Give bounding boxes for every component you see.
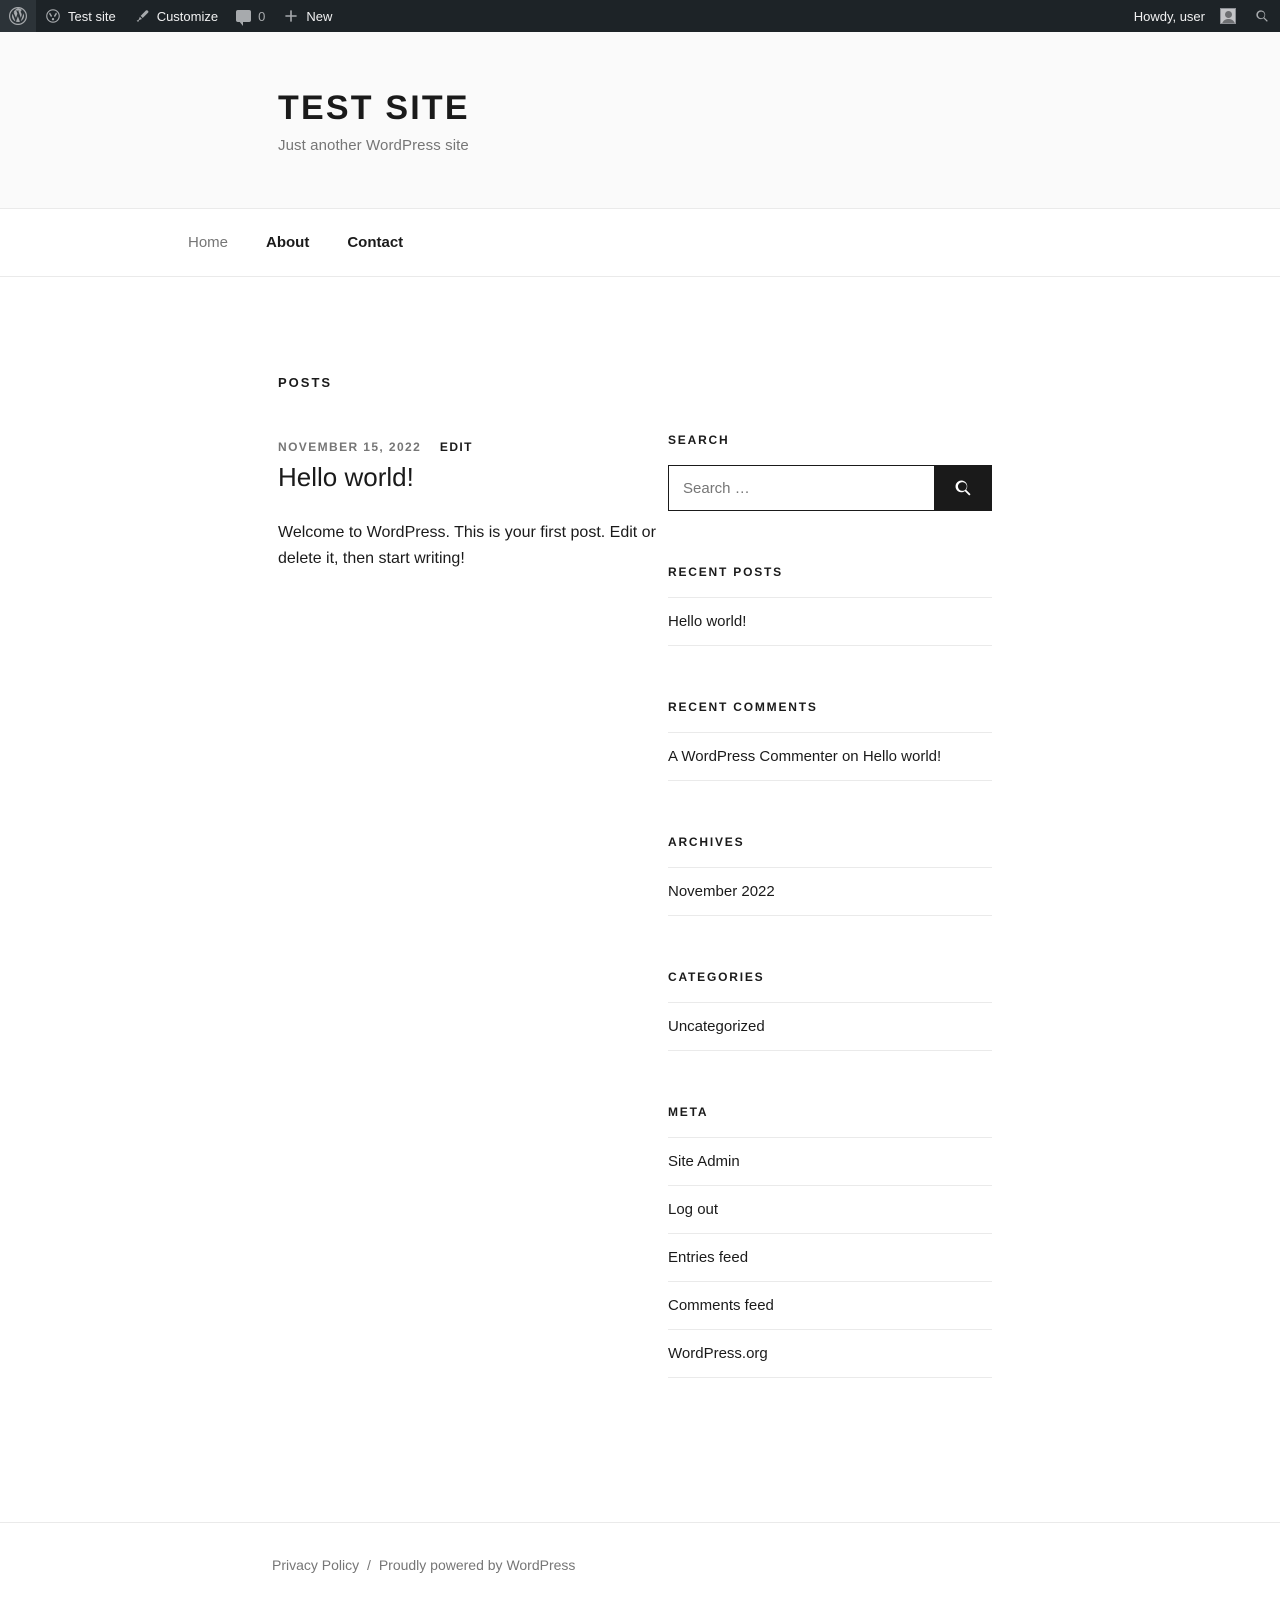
post-edit-link[interactable]: EDIT [439, 440, 473, 455]
admin-bar-comments[interactable] [227, 0, 274, 32]
archives-list [668, 867, 992, 916]
post-title-link[interactable]: Hello world! [278, 462, 414, 493]
widget-archives [668, 835, 992, 916]
list-item[interactable] [668, 1234, 992, 1282]
primary-navigation [0, 209, 1280, 277]
admin-bar-new-content[interactable] [274, 0, 341, 32]
widget-recent-comments-title: RECENT COMMENTS [668, 700, 818, 715]
meta-list [668, 1137, 992, 1378]
privacy-policy-link[interactable]: Privacy Policy [272, 1557, 360, 1574]
post-edit-link-wrap [440, 440, 473, 454]
list-item[interactable] [668, 733, 992, 781]
nav-link-about[interactable]: About [266, 233, 310, 251]
comment-author: A WordPress Commenter [668, 748, 838, 766]
main-content [90, 375, 668, 1432]
search-form [668, 465, 992, 511]
meta-link-entries-feed[interactable]: Entries feed [668, 1249, 749, 1267]
paintbrush-icon [134, 8, 150, 24]
widget-recent-posts [668, 565, 992, 646]
widget-categories [668, 970, 992, 1051]
meta-link-log-out[interactable]: Log out [668, 1201, 719, 1219]
admin-bar-new-label: New [306, 8, 333, 24]
dashboard-icon [45, 8, 61, 24]
admin-bar-comments-count: 0 [258, 8, 266, 24]
admin-bar-right-group [1125, 0, 1280, 32]
widget-recent-comments [668, 700, 992, 781]
recent-comments-list [668, 732, 992, 781]
nav-item-contact[interactable] [347, 234, 403, 252]
search-input[interactable] [668, 465, 934, 511]
admin-bar-site-name-label: Test site [68, 8, 116, 24]
posts-section-heading: POSTS [278, 375, 333, 391]
comment-on-word: on [841, 748, 859, 766]
powered-by-wordpress-link[interactable]: Proudly powered by WordPress [378, 1557, 576, 1574]
widget-recent-posts-title: RECENT POSTS [668, 565, 783, 580]
comment-post-link[interactable]: Hello world! [862, 748, 942, 766]
nav-link-contact[interactable]: Contact [347, 233, 404, 251]
search-icon [1254, 8, 1271, 25]
list-item[interactable] [668, 1330, 992, 1378]
widget-meta [668, 1105, 992, 1378]
widget-search [668, 433, 992, 511]
list-item[interactable] [668, 1282, 992, 1330]
footer-separator: / [367, 1557, 371, 1574]
nav-link-home[interactable]: Home [188, 233, 229, 251]
user-avatar [1220, 8, 1236, 24]
site-header [0, 32, 1280, 209]
admin-bar-customize[interactable] [125, 0, 227, 32]
recent-posts-list [668, 597, 992, 646]
admin-bar-search-button[interactable] [1245, 0, 1280, 32]
list-item[interactable] [668, 1138, 992, 1186]
site-title-link[interactable]: TEST SITE [278, 89, 470, 127]
post-date-link[interactable]: NOVEMBER 15, 2022 [278, 440, 422, 455]
plus-icon [283, 8, 299, 24]
post-content [278, 520, 668, 573]
post-excerpt: Welcome to WordPress. This is your first post. Edit or delete it, then start writing! [278, 523, 656, 567]
widget-meta-title: META [668, 1105, 709, 1120]
admin-bar-my-account[interactable] [1125, 0, 1245, 32]
categories-list [668, 1002, 992, 1051]
comment-bubble-icon [236, 10, 251, 22]
wordpress-logo-icon [8, 6, 28, 26]
site-footer [0, 1522, 1280, 1613]
post-article [278, 440, 668, 572]
meta-link-comments-feed[interactable]: Comments feed [668, 1297, 774, 1315]
nav-item-home[interactable] [188, 234, 228, 252]
list-item[interactable] [668, 1186, 992, 1234]
widget-search-title: SEARCH [668, 433, 730, 448]
content-area [90, 277, 1190, 1432]
post-title [278, 462, 668, 493]
nav-list [0, 209, 1280, 276]
widget-archives-title: ARCHIVES [668, 835, 745, 850]
list-item[interactable] [668, 868, 992, 916]
list-item[interactable] [668, 598, 992, 646]
page-title [278, 90, 1190, 127]
search-icon [953, 478, 974, 499]
admin-bar-customize-label: Customize [156, 8, 219, 24]
wordpress-logo-button[interactable] [0, 0, 36, 32]
site-tagline: Just another WordPress site [278, 137, 469, 155]
meta-link-wordpress-org[interactable]: WordPress.org [668, 1345, 768, 1363]
footer-credits [272, 1557, 1190, 1573]
search-submit-button[interactable] [934, 465, 992, 511]
list-item[interactable] [668, 1003, 992, 1051]
archive-link[interactable]: November 2022 [668, 883, 775, 901]
category-link[interactable]: Uncategorized [668, 1018, 765, 1036]
admin-bar-site-name[interactable] [36, 0, 125, 32]
admin-bar [0, 0, 1280, 32]
meta-link-site-admin[interactable]: Site Admin [668, 1153, 740, 1171]
admin-bar-howdy-label: Howdy, user [1133, 8, 1205, 24]
nav-item-about[interactable] [266, 234, 309, 252]
sidebar [668, 375, 992, 1432]
post-meta [278, 440, 668, 454]
recent-post-link[interactable]: Hello world! [668, 613, 747, 631]
widget-categories-title: CATEGORIES [668, 970, 765, 985]
